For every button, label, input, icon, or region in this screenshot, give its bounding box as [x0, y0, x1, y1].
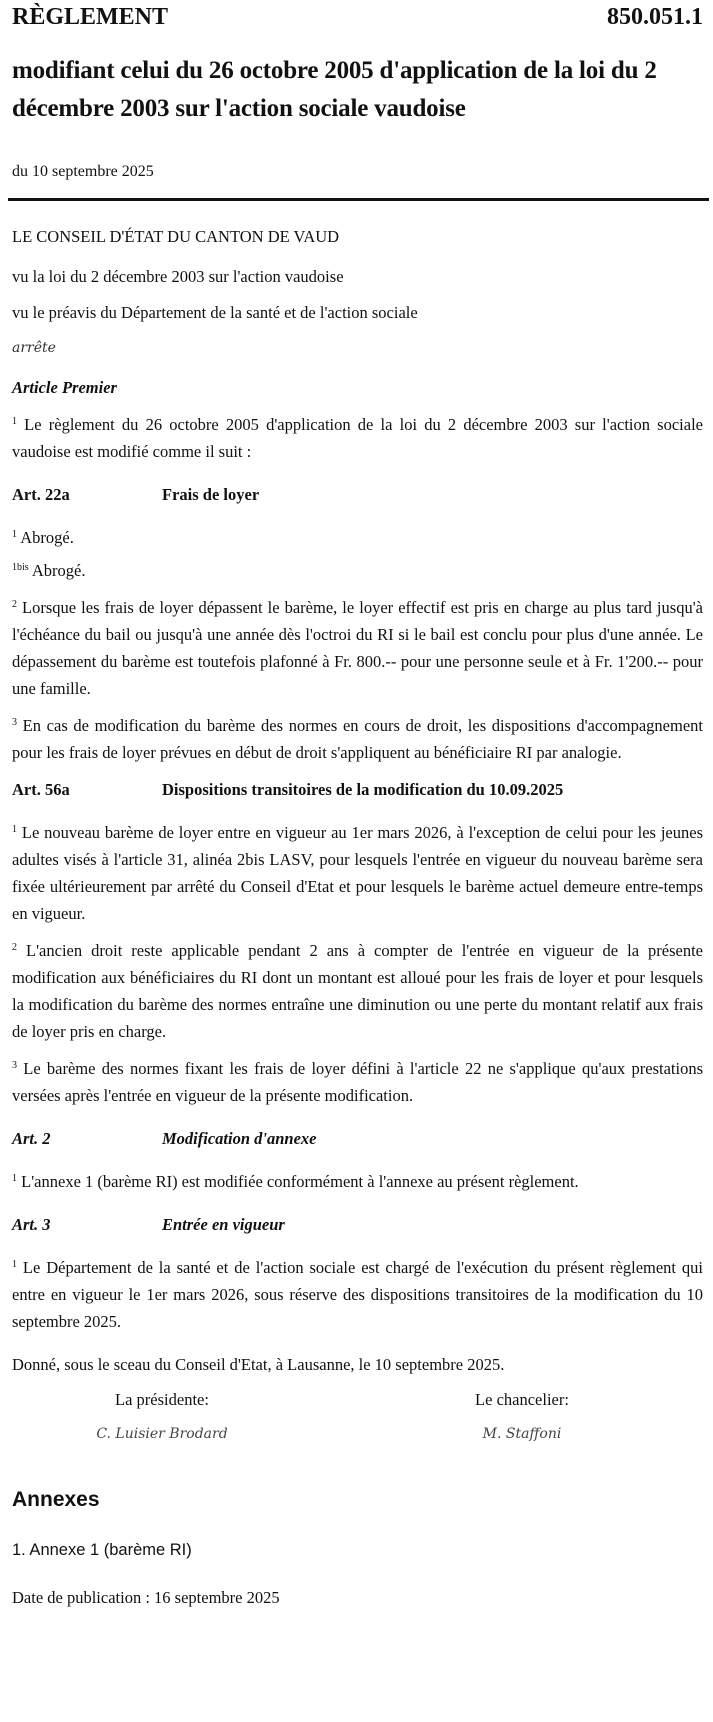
given-statement: Donné, sous le sceau du Conseil d'Etat, à Lausanne, le 10 septembre 2025.	[12, 1355, 505, 1374]
chancellor-label: Le chancelier:	[475, 1390, 569, 1409]
para-text: En cas de modification du barème des normes en cours de droit, les dispositions d'accompagnement pour les frais de loyer prévues en début de droit s'appliquent au bénéficiaire RI par analogie.	[12, 716, 703, 762]
art-22a-heading	[12, 481, 703, 508]
chancellor-name: M. Staffoni	[482, 1426, 562, 1442]
art-2-heading	[12, 1125, 703, 1152]
signature-names	[12, 1421, 703, 1448]
art-22a-para-3	[12, 712, 703, 766]
para-text: L'ancien droit reste applicable pendant 2 ans à compter de l'entrée en vigueur de la présente modification aux bénéficiaires du RI dont un montant est alloué pour les frais de loyer et pour lesquels la modification du barème des normes entraîne une diminution ou une perte du montant relatif aux frais de loyer pris en charge.	[12, 941, 703, 1041]
annexes-heading: Annexes	[12, 1488, 100, 1511]
president-label: La présidente:	[115, 1390, 209, 1409]
president-name: C. Luisier Brodard	[96, 1426, 228, 1442]
para-text: Lorsque les frais de loyer dépassent le barème, le loyer effectif est pris en charge au plus tard jusqu'à l'échéance du bail ou jusqu'à une année dès l'octroi du RI si le bail est conclu pour plus d'une année. Le dépassement du barème est toutefois plafonné à Fr. 800.-- pour une personne seule et à Fr. 1'200.-- pour une famille.	[12, 598, 703, 698]
art-56a-para-2	[12, 937, 703, 1045]
art-number: Art. 22a	[12, 485, 70, 504]
para-text: Le nouveau barème de loyer entre en vigueur au 1er mars 2026, à l'exception de celui pour les jeunes adultes visés à l'article 31, alinéa 2bis LASV, pour lesquels l'entrée en vigueur du nouveau barème sera fixée ultérieurement par arrêté du Conseil d'Etat et pour lesquels le barème actuel demeure entre-temps en vigueur.	[12, 823, 703, 923]
doc-number: 850.051.1	[607, 4, 703, 30]
page-title: modifiant celui du 26 octobre 2005 d'application de la loi du 2 décembre 2003 sur l'action sociale vaudoise	[12, 57, 657, 122]
para-number: 1	[12, 529, 17, 540]
para-text: Le barème des normes fixant les frais de loyer défini à l'article 22 ne s'applique qu'aux prestations versées après l'entrée en vigueur de la présente modification.	[12, 1059, 703, 1105]
article-premier-heading: Article Premier	[12, 378, 117, 397]
para-number: 2	[12, 942, 17, 953]
art-title: Dispositions transitoires de la modification du 10.09.2025	[162, 780, 564, 799]
art-number: Art. 3	[12, 1215, 51, 1234]
para-number: 1	[12, 416, 17, 427]
header-divider	[8, 198, 709, 201]
para-number: 1	[12, 1259, 17, 1270]
para-number: 1bis	[12, 562, 29, 573]
publication-date: Date de publication : 16 septembre 2025	[12, 1588, 280, 1607]
art-number: Art. 56a	[12, 780, 70, 799]
art-number: Art. 2	[12, 1129, 51, 1148]
art-title: Entrée en vigueur	[162, 1215, 285, 1234]
para-number: 2	[12, 599, 17, 610]
preamble-vu-2: vu le préavis du Département de la santé et de l'action sociale	[12, 303, 418, 322]
para-number: 3	[12, 717, 17, 728]
preamble-arrete: arrête	[12, 340, 56, 356]
para-text: Le règlement du 26 octobre 2005 d'application de la loi du 2 décembre 2003 sur l'action sociale vaudoise est modifié comme il suit :	[12, 415, 703, 461]
para-number: 1	[12, 1173, 17, 1184]
para-text: Le Département de la santé et de l'action sociale est chargé de l'exécution du présent règlement qui entre en vigueur le 1er mars 2026, sous réserve des dispositions transitoires de la modification du 10 septembre 2025.	[12, 1258, 703, 1331]
para-text: Abrogé.	[17, 528, 74, 547]
art-title: Frais de loyer	[162, 485, 260, 504]
art-56a-para-1	[12, 819, 703, 927]
para-number: 3	[12, 1060, 17, 1071]
art-title: Modification d'annexe	[162, 1129, 317, 1148]
para-text: L'annexe 1 (barème RI) est modifiée conformément à l'annexe au présent règlement.	[17, 1172, 579, 1191]
doc-type: RÈGLEMENT	[12, 4, 169, 30]
document-header	[12, 0, 703, 40]
art-3-heading	[12, 1211, 703, 1238]
annex-link[interactable]: 1. Annexe 1 (barème RI)	[12, 1541, 192, 1559]
art-2-para-1	[12, 1168, 703, 1195]
art-22a-para-1	[12, 524, 703, 551]
art-22a-para-2	[12, 594, 703, 702]
doc-date: du 10 septembre 2025	[12, 163, 154, 180]
preamble-vu-1: vu la loi du 2 décembre 2003 sur l'action vaudoise	[12, 267, 344, 286]
art-56a-heading	[12, 776, 703, 803]
article-premier-para-1	[12, 411, 703, 465]
para-number: 1	[12, 824, 17, 835]
signature-labels	[12, 1386, 703, 1413]
art-3-para-1	[12, 1254, 703, 1335]
art-56a-para-3	[12, 1055, 703, 1109]
art-22a-para-1bis	[12, 557, 703, 584]
para-text: Abrogé.	[28, 561, 86, 580]
authority: LE CONSEIL D'ÉTAT DU CANTON DE VAUD	[12, 227, 340, 246]
